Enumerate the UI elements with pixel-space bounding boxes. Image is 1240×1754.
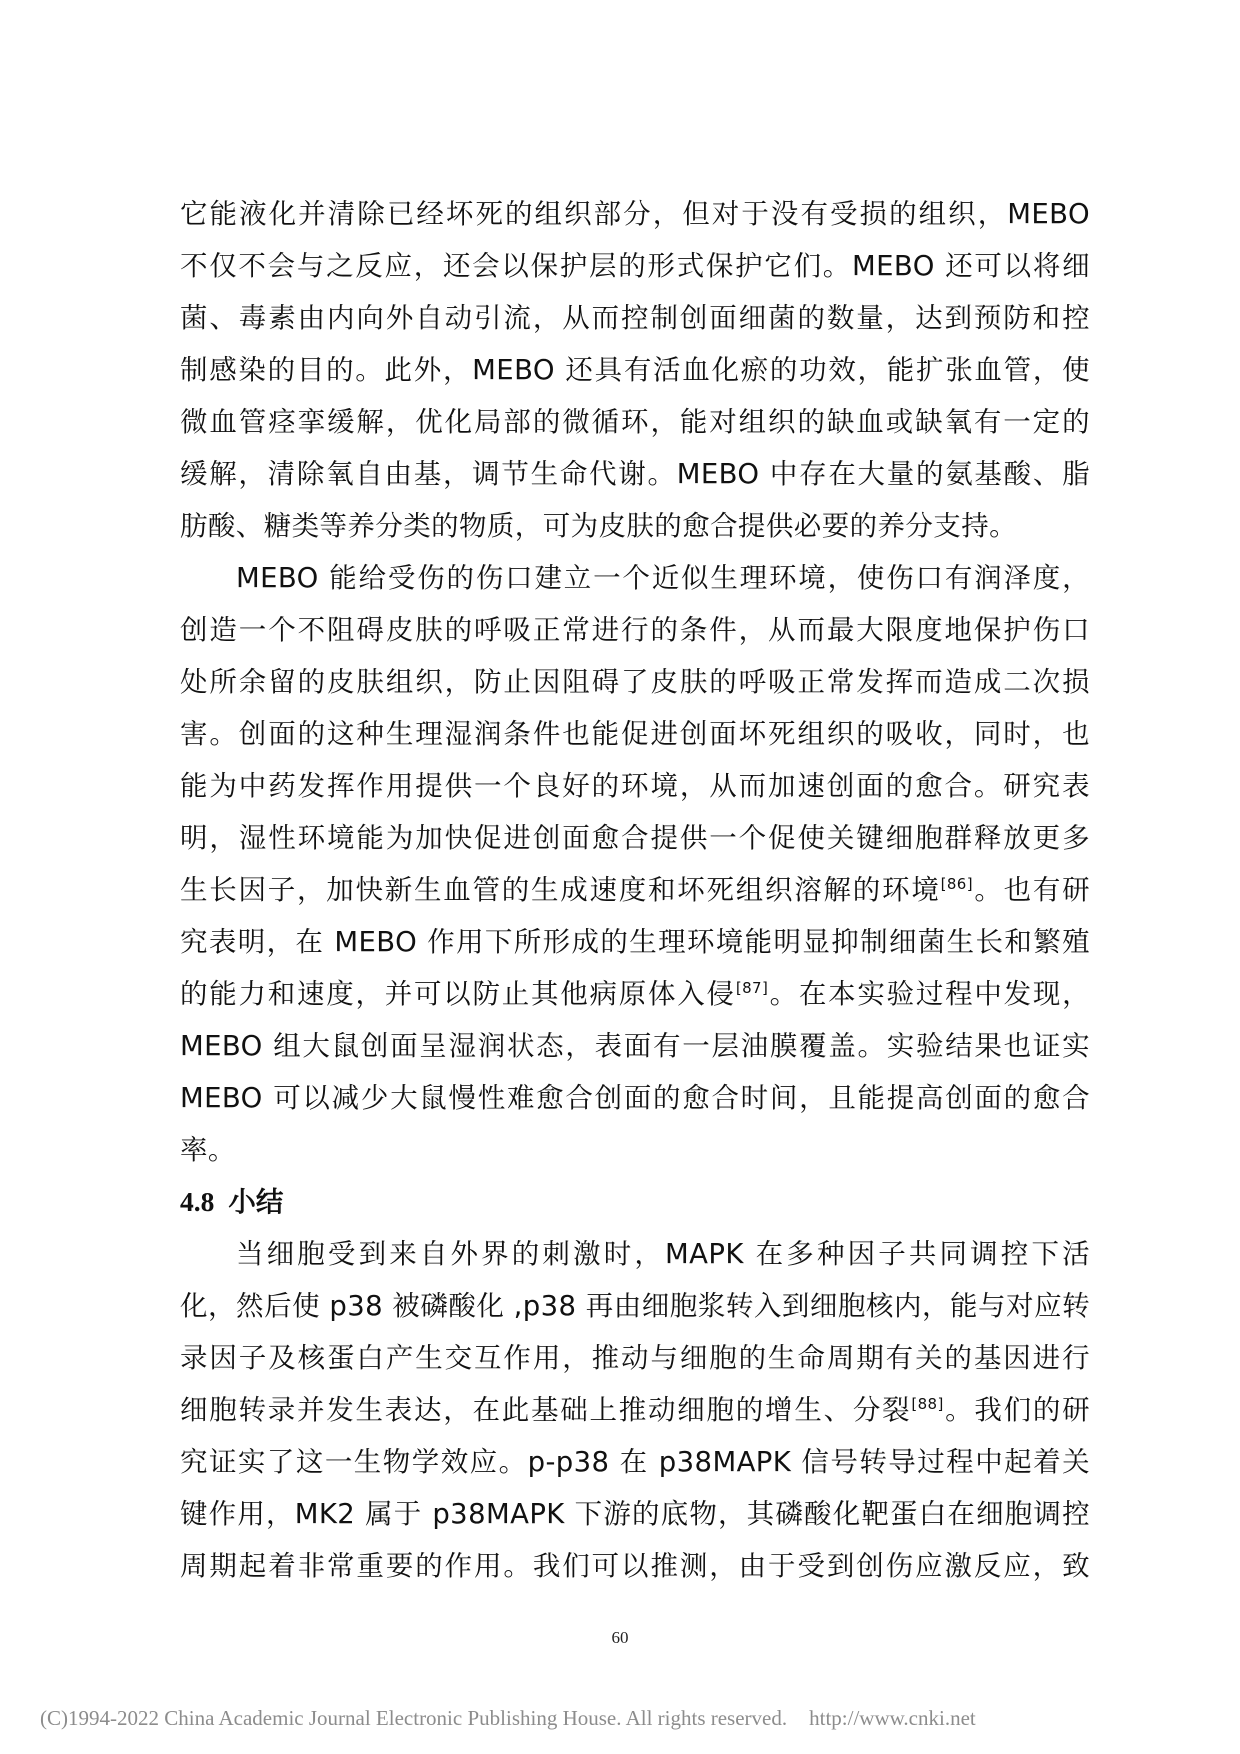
text-line: 化，然后使 p38 被磷酸化 ,p38 再由细胞浆转入到细胞核内，能与对应转 [180,1290,1090,1322]
text-line: 害。创面的这种生理湿润条件也能促进创面坏死组织的吸收，同时，也 [180,718,1090,750]
citation-86: [86] [940,875,973,893]
section-title: 小结 [228,1186,284,1218]
line-text: 的能力和速度，并可以防止其他病原体入侵 [180,978,736,1010]
text-line: 键作用，MK2 属于 p38MAPK 下游的底物，其磷酸化靶蛋白在细胞调控 [180,1498,1090,1530]
text-line: 肪酸、糖类等养分类的物质，可为皮肤的愈合提供必要的养分支持。 [180,510,1017,542]
text-line: 当细胞受到来自外界的刺激时，MAPK 在多种因子共同调控下活 [236,1238,1090,1270]
text-line: 缓解，清除氧自由基，调节生命代谢。MEBO 中存在大量的氨基酸、脂 [180,458,1090,490]
text-line: 究证实了这一生物学效应。p-p38 在 p38MAPK 信号转导过程中起着关 [180,1446,1090,1478]
section-number: 4.8 [180,1186,215,1217]
text-line: 制感染的目的。此外，MEBO 还具有活血化瘀的功效，能扩张血管，使 [180,354,1090,386]
text-line: MEBO 能给受伤的伤口建立一个近似生理环境，使伤口有润泽度， [236,562,1090,594]
line-text: 。也有研 [972,874,1090,906]
text-line: 菌、毒素由内向外自动引流，从而控制创面细菌的数量，达到预防和控 [180,302,1090,334]
text-line: 能为中药发挥作用提供一个良好的环境，从而加速创面的愈合。研究表 [180,770,1090,802]
text-line-with-citation [180,1384,1090,1436]
text-line: 明，湿性环境能为加快促进创面愈合提供一个促使关键细胞群释放更多 [180,822,1090,854]
line-text: 细胞转录并发生表达，在此基础上推动细胞的增生、分裂 [180,1394,912,1426]
text-line: MEBO 可以减少大鼠慢性难愈合创面的愈合时间，且能提高创面的愈合 [180,1082,1090,1114]
text-line: 录因子及核蛋白产生交互作用，推动与细胞的生命周期有关的基因进行 [180,1342,1090,1374]
text-line: 率。 [180,1134,236,1166]
text-line: MEBO 组大鼠创面呈湿润状态，表面有一层油膜覆盖。实验结果也证实 [180,1030,1090,1062]
line-text: 。我们的研 [943,1394,1090,1426]
copyright-footer [40,1706,1240,1731]
text-line: 创造一个不阻碍皮肤的呼吸正常进行的条件，从而最大限度地保护伤口 [180,614,1090,646]
citation-88: [88] [911,1395,944,1413]
text-line: 不仅不会与之反应，还会以保护层的形式保护它们。MEBO 还可以将细 [180,250,1090,282]
footer-url: http://www.cnki.net [809,1706,976,1730]
copyright-text: (C)1994-2022 China Academic Journal Electronic Publishing House. All rights reserved. [40,1706,788,1730]
text-line-with-citation [180,864,1090,916]
text-line: 究表明，在 MEBO 作用下所形成的生理环境能明显抑制细菌生长和繁殖 [180,926,1090,958]
text-line: 周期起着非常重要的作用。我们可以推测，由于受到创伤应激反应，致 [180,1550,1090,1582]
text-line: 它能液化并清除已经坏死的组织部分，但对于没有受损的组织，MEBO [180,198,1090,230]
line-text: 。在本实验过程中发现， [768,978,1090,1010]
page-number: 60 [611,1628,629,1647]
text-line: 微血管痉挛缓解，优化局部的微循环，能对组织的缺血或缺氧有一定的 [180,406,1090,438]
text-line-with-citation [180,968,1090,1020]
section-heading [180,1176,1090,1228]
text-line: 处所余留的皮肤组织，防止因阻碍了皮肤的呼吸正常发挥而造成二次损 [180,666,1090,698]
line-text: 生长因子，加快新生血管的生成速度和坏死组织溶解的环境 [180,874,941,906]
citation-87: [87] [735,979,769,997]
body-text [180,188,1090,1592]
